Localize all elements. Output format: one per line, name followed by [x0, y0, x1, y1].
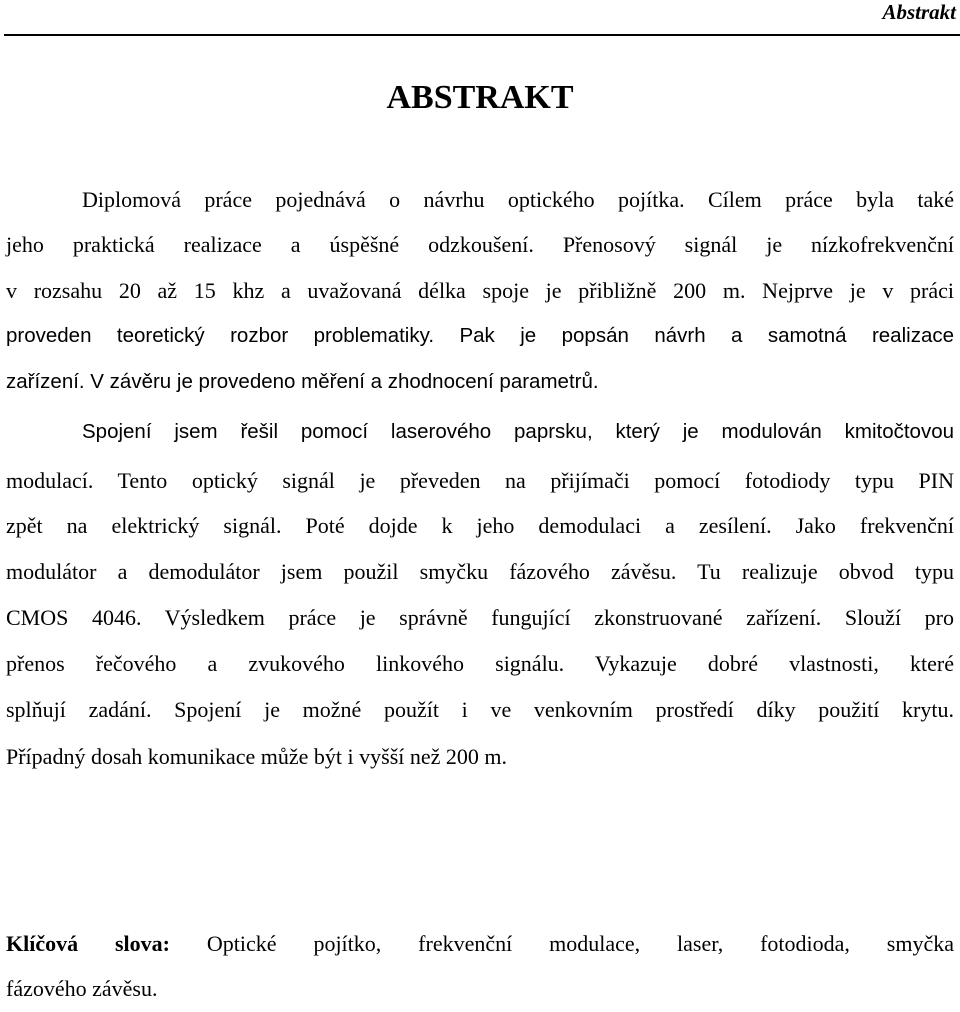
abstract-line: Případný dosah komunikace může být i vyšší než 200 m.	[6, 744, 508, 769]
keywords-label: Klíčová slova:	[6, 931, 170, 956]
abstract-line: Spojení jsem řešil pomocí laserového paprsku, který je modulován kmitočtovou	[82, 420, 954, 443]
page-title: ABSTRAKT	[386, 79, 574, 116]
abstract-line: modulátor a demodulátor jsem použil smyčku fázového závěsu. Tu realizuje obvod typu	[6, 559, 954, 584]
abstract-line: zpět na elektrický signál. Poté dojde k jeho demodulaci a zesílení. Jako frekvenční	[6, 513, 954, 538]
abstract-line: splňují zadání. Spojení je možné použít i ve venkovním prostředí díky použití krytu.	[6, 697, 954, 722]
abstract-line: jeho praktická realizace a úspěšné odzkoušení. Přenosový signál je nízkofrekvenční	[6, 232, 954, 257]
running-header: Abstrakt	[882, 0, 956, 24]
keywords-line-continued: fázového závěsu.	[6, 976, 158, 1001]
abstract-line: zařízení. V závěru je provedeno měření a zhodnocení parametrů.	[6, 370, 599, 393]
keywords-text: Optické pojítko, frekvenční modulace, laser, fotodioda, smyčka	[206, 931, 954, 956]
abstract-line: CMOS 4046. Výsledkem práce je správně fungující zkonstruované zařízení. Slouží pro	[6, 605, 954, 630]
abstract-line: v rozsahu 20 až 15 khz a uvažovaná délka spoje je přibližně 200 m. Nejprve je v práci	[6, 278, 954, 303]
header-rule	[4, 34, 960, 36]
abstract-line: proveden teoretický rozbor problematiky. Pak je popsán návrh a samotná realizace	[6, 324, 954, 347]
abstract-line: Diplomová práce pojednává o návrhu optického pojítka. Cílem práce byla také	[82, 187, 954, 212]
keywords-line	[6, 921, 954, 967]
abstract-line: modulací. Tento optický signál je převeden na přijímači pomocí fotodiody typu PIN	[6, 468, 954, 493]
abstract-line: přenos řečového a zvukového linkového signálu. Vykazuje dobré vlastnosti, které	[6, 651, 954, 676]
